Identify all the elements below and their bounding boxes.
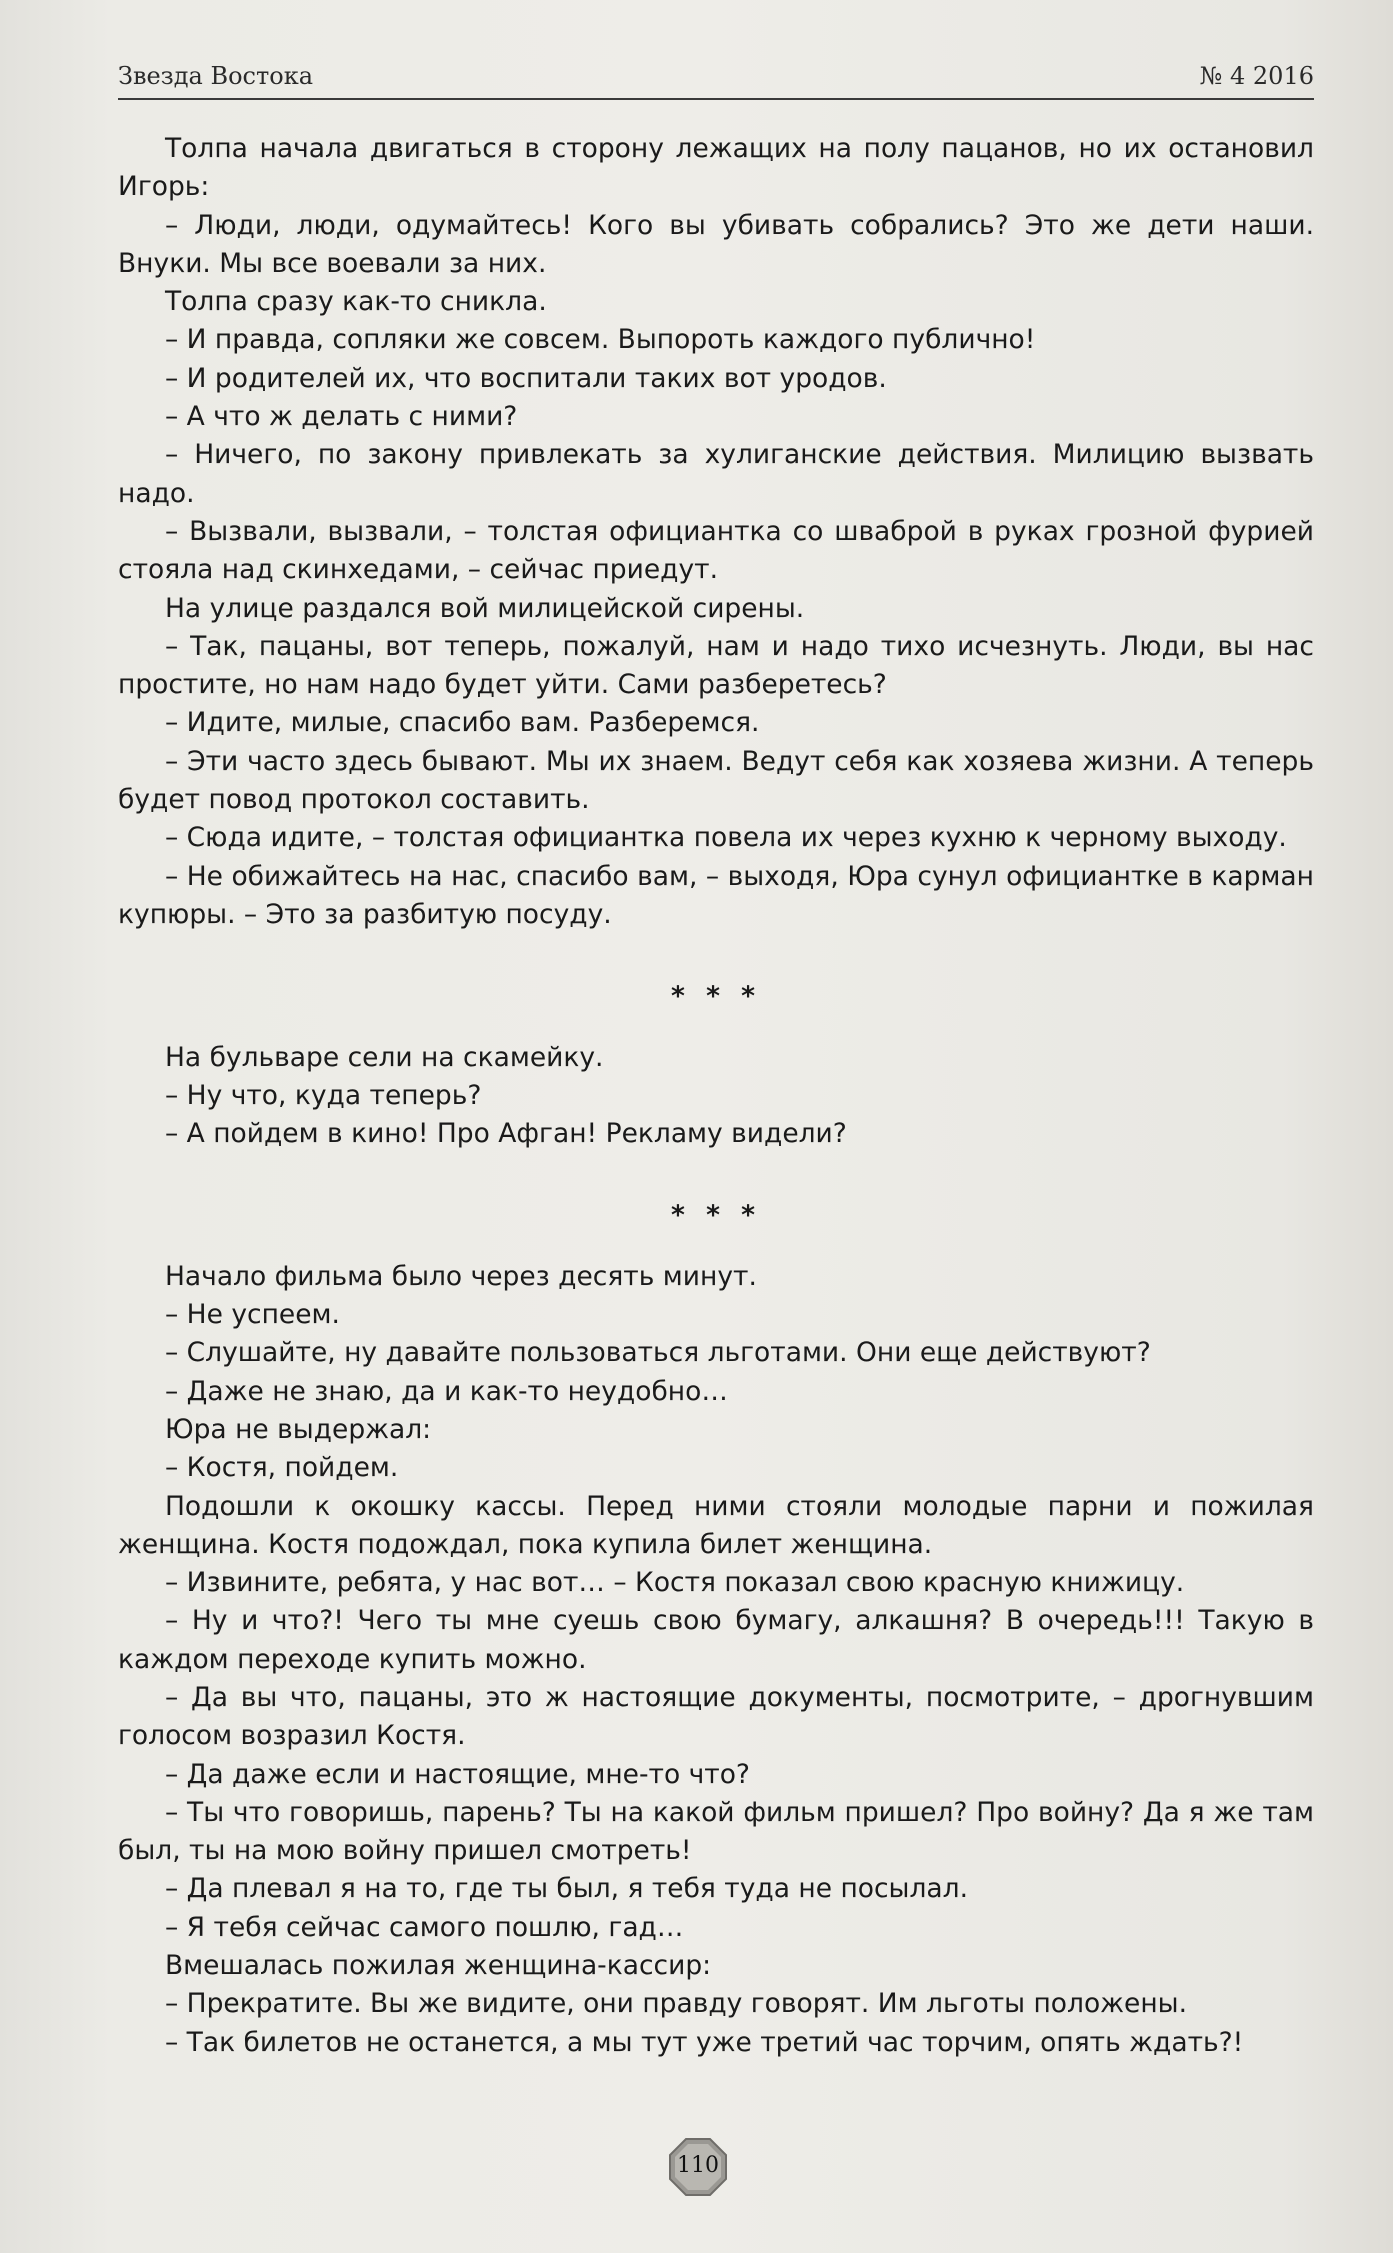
paragraph: – И родителей их, что воспитали таких вот уродов. bbox=[165, 362, 887, 394]
paragraph: – А что ж делать с ними? bbox=[165, 401, 518, 433]
text-block-2 bbox=[118, 1039, 1314, 1154]
paragraph: – Не успеем. bbox=[165, 1299, 340, 1331]
paragraph: Начало фильма было через десять минут. bbox=[165, 1260, 757, 1292]
issue-number: № 4 2016 bbox=[1199, 62, 1314, 90]
paragraph: – Да вы что, пацаны, это ж настоящие документы, посмотрите, – дрогнувшим голосом возразил Костя. bbox=[118, 1681, 1314, 1752]
paragraph: – Я тебя сейчас самого пошлю, гад… bbox=[165, 1911, 684, 1943]
paragraph: – Вызвали, вызвали, – толстая официантка со шваброй в руках грозной фурией стояла над скинхедами, – сейчас приедут. bbox=[118, 515, 1314, 586]
page-body bbox=[118, 130, 1314, 2062]
paragraph: – А пойдем в кино! Про Афган! Рекламу видели? bbox=[165, 1118, 847, 1150]
section-separator-2: * * * bbox=[670, 1200, 762, 1232]
paragraph: – Так, пацаны, вот теперь, пожалуй, нам и надо тихо исчезнуть. Люди, вы нас простите, но нам надо будет уйти. Сами разберетесь? bbox=[118, 630, 1314, 701]
paragraph: Вмешалась пожилая женщина-кассир: bbox=[165, 1950, 712, 1982]
paragraph: – Извините, ребята, у нас вот… – Костя показал свою красную книжицу. bbox=[165, 1567, 1185, 1599]
paragraph: На бульваре сели на скамейку. bbox=[165, 1041, 604, 1073]
paragraph: – Даже не знаю, да и как-то неудобно… bbox=[165, 1375, 728, 1407]
page-number: 110 bbox=[677, 2153, 719, 2178]
paragraph: – Ничего, по закону привлекать за хулиганские действия. Милицию вызвать надо. bbox=[118, 439, 1314, 509]
text-block-3 bbox=[118, 1258, 1314, 2062]
paragraph: Толпа сразу как-то сникла. bbox=[165, 286, 547, 318]
running-header bbox=[118, 58, 1314, 98]
paragraph: – Эти часто здесь бывают. Мы их знаем. Ведут себя как хозяева жизни. А теперь будет повод протокол составить. bbox=[118, 745, 1314, 816]
text-block-1 bbox=[118, 130, 1314, 934]
paragraph: – Ты что говоришь, парень? Ты на какой фильм пришел? Про войну? Да я же там был, ты на мою войну пришел смотреть! bbox=[118, 1796, 1314, 1867]
paragraph: – Так билетов не останется, а мы тут уже третий час торчим, опять ждать?! bbox=[165, 2026, 1244, 2058]
paragraph: – Слушайте, ну давайте пользоваться льготами. Они еще действуют? bbox=[165, 1337, 1151, 1369]
paragraph: – Да даже если и настоящие, мне-то что? bbox=[165, 1758, 750, 1790]
page-number-badge bbox=[668, 2137, 728, 2197]
paragraph: Подошли к окошку кассы. Перед ними стояли молодые парни и пожилая женщина. Костя подождал, пока купила билет женщина. bbox=[118, 1490, 1314, 1560]
paragraph: – Ну и что?! Чего ты мне суешь свою бумагу, алкашня? В очередь!!! Такую в каждом переходе купить можно. bbox=[118, 1605, 1314, 1675]
header-divider bbox=[118, 98, 1314, 100]
paragraph: – И правда, сопляки же совсем. Выпороть каждого публично! bbox=[165, 324, 1036, 356]
paragraph: – Прекратите. Вы же видите, они правду говорят. Им льготы положены. bbox=[165, 1988, 1188, 2020]
journal-title: Звезда Востока bbox=[118, 62, 314, 90]
paragraph: – Костя, пойдем. bbox=[165, 1452, 399, 1484]
paragraph: Толпа начала двигаться в сторону лежащих на полу пацанов, но их остановил Игорь: bbox=[118, 133, 1314, 203]
paragraph: – Не обижайтесь на нас, спасибо вам, – выходя, Юра сунул официантке в карман купюры. – Это за разбитую посуду. bbox=[118, 860, 1314, 930]
paragraph: На улице раздался вой милицейской сирены. bbox=[165, 592, 805, 624]
paragraph: – Люди, люди, одумайтесь! Кого вы убивать собрались? Это же дети наши. Внуки. Мы все воевали за них. bbox=[118, 209, 1314, 279]
section-separator-1: * * * bbox=[670, 981, 762, 1013]
paragraph: – Идите, милые, спасибо вам. Разберемся. bbox=[165, 707, 760, 739]
paragraph: Юра не выдержал: bbox=[165, 1413, 432, 1445]
paragraph: – Да плевал я на то, где ты был, я тебя туда не посылал. bbox=[165, 1873, 969, 1905]
paragraph: – Сюда идите, – толстая официантка повела их через кухню к черному выходу. bbox=[165, 822, 1287, 854]
paragraph: – Ну что, куда теперь? bbox=[165, 1079, 482, 1111]
